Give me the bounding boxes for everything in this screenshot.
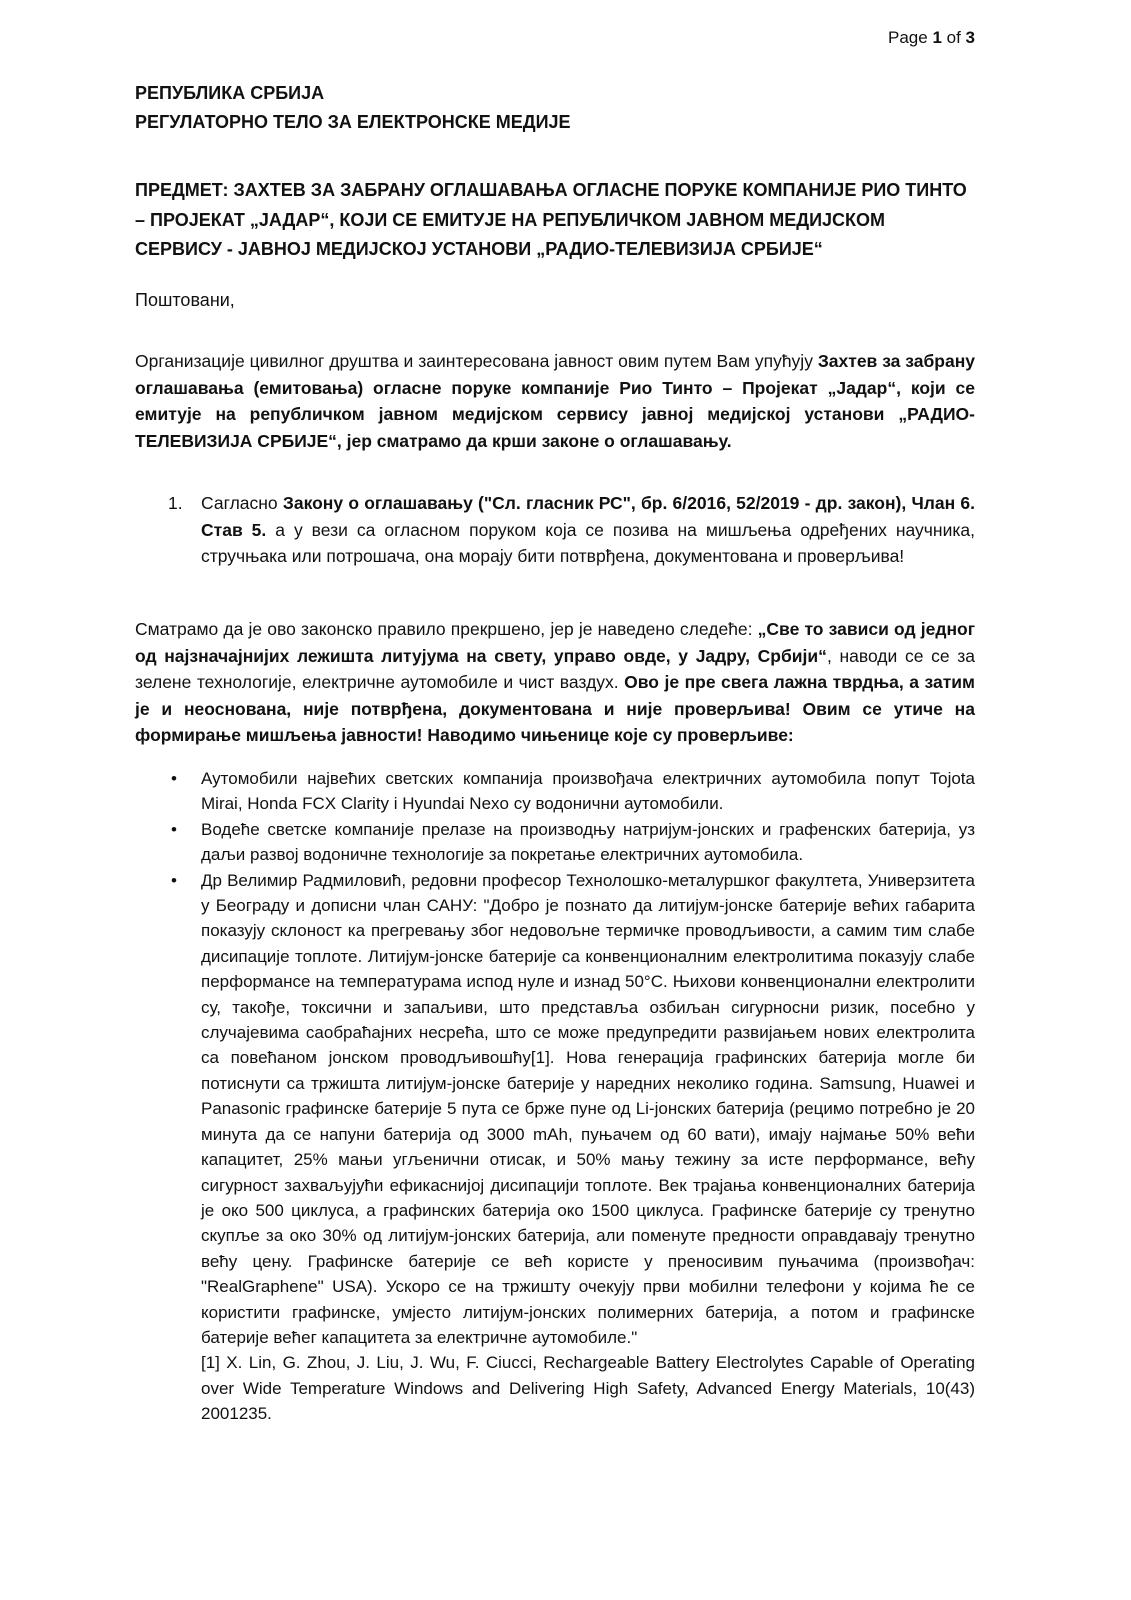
- list-item: [135, 817, 975, 868]
- subject-line: ПРЕДМЕТ: ЗАХТЕВ ЗА ЗАБРАНУ ОГЛАШАВАЊА ОГЛАСНЕ ПОРУКЕ КОМПАНИЈЕ РИО ТИНТО – ПРОЈЕКАТ „ЈАДАР“, КОЈИ СЕ ЕМИТУЈЕ НА РЕПУБЛИЧКОМ ЈАВНОМ МЕДИЈСКОМ СЕРВИСУ - ЈАВНОЈ МЕДИЈСКОЈ УСТАНОВИ „РАДИО-ТЕЛЕВИЗИЈА СРБИЈЕ“: [135, 180, 967, 259]
- list-item: [135, 868, 975, 1427]
- item-plain-2: а у вези са огласном поруком која се позива на мишљења одређених научника, стручњака или потрошача, она морају бити потврђена, документована и проверљива!: [201, 519, 976, 566]
- page-current: 1: [932, 28, 942, 47]
- bullet-list: [135, 766, 975, 1427]
- intro-paragraph: [135, 348, 975, 454]
- bullet-dot: •: [171, 769, 177, 788]
- consider-bold-1: „Све то зависи од једног од најзначајнијих лежишта литујума на свету, управо овде, у Јадру, Србији“: [135, 619, 975, 666]
- list-item: [135, 766, 975, 817]
- consider-paragraph: [135, 616, 975, 749]
- consider-plain-1: Сматрамо да је ово законско правило прекршено, јер је наведено следеће:: [135, 619, 758, 639]
- item-text: [201, 490, 975, 570]
- bullet-text: Водеће светске компаније прелазе на производњу натријум-јонских и графенских батерија, уз даљи развој водоничне технологије за покретање електричних аутомобила.: [201, 819, 975, 865]
- header-line-2: РЕГУЛАТОРНО ТЕЛО ЗА ЕЛЕКТРОНСКЕ МЕДИЈЕ: [135, 112, 571, 132]
- footnote-reference: [1] X. Lin, G. Zhou, J. Liu, J. Wu, F. Ciucci, Rechargeable Battery Electrolytes Capable of Operating over Wide Temperature Windows and Delivering High Safety, Advanced Energy Materials, 10(43) 2001235.: [201, 1353, 975, 1424]
- page-indicator: [888, 28, 975, 48]
- page-sep: of: [941, 28, 966, 47]
- item-number: 1.: [168, 493, 183, 513]
- page-prefix: Page: [888, 28, 933, 47]
- header-line-1: РЕПУБЛИКА СРБИЈА: [135, 83, 325, 103]
- item-bold-1: Закону о оглашавању ("Сл. гласник РС", бр. 6/2016, 52/2019 - др. закон), Члан 6. Став 5.: [201, 493, 975, 540]
- numbered-item-1: [135, 490, 975, 570]
- consider-plain-2: , наводи се се за зелене технологије, електричне аутомобиле и чист ваздух.: [135, 645, 975, 692]
- bullet-text: Аутомобили највећих светских компанија произвођача електричних аутомобила попут Tojota Mirai, Honda FCX Clarity i Hyundai Nexo су водонични аутомобили.: [201, 769, 975, 814]
- bullet-dot: •: [171, 819, 177, 839]
- item-plain-1: Сагласно: [201, 493, 283, 513]
- greeting: Поштовани,: [135, 290, 235, 310]
- consider-bold-2: Ово је пре свега лажна тврдња, а затим је и неоснована, није потврђена, документована и није проверљива! Овим се утиче на формирање мишљења јавности! Наводимо чињенице које су проверљиве:: [135, 672, 975, 745]
- letter-header: [135, 79, 571, 137]
- intro-plain: Организације цивилног друштва и заинтересована јавност овим путем Вам упућују: [135, 351, 818, 371]
- page-total: 3: [965, 28, 975, 47]
- bullet-text: Др Велимир Радмиловић, редовни професор Технолошко-металуршког факултета, Универзитета у Београду и дописни члан САНУ: "Добро је познато да литијум-јонске батерије већих габарита показују склоност ка прегревању због недовољне термичке проводљивости, а самим тим слабе дисипације топлоте. Литијум-јонске батерије са конвенционалним електролитима показују слабе перформансе на температурама испод нуле и изнад 50°C. Њихови конвенционални електролити су, такође, токсични и запаљиви, што представља озбиљан сигурносни ризик, посебно у случајевима саобраћајних несрећа, што се може предупредити развијањем нових електролита са повећаном јонском проводљивошћу[1]. Нова генерација графинских батерија могле би потиснути са тржишта литијум-јонске батерије у наредних неколико година. Samsung, Huawei и Panasonic графинске батерије 5 пута се брже пуне од Li-јонских батерија (рецимо потребно је 20 минута да се напуни батерија од 3000 mAh, пуњачем од 60 вати), имају најмање 50% већи капацитет, 25% мањи угљенични отисак, и 50% мању тежину за исте перформансе, већу сигурност захваљујући ефикаснијој дисипацији топлоте. Век трајања конвенционалних батерија је око 500 циклуса, а графинских батерија око 1500 циклуса. Графинске батерије су тренутно скупље за око 30% од литијум-јонских батерија, али поменуте предности оправдавају тренутно већу цену. Графинске батерије се већ користе у преносивим пуњачима (произвођач: "RealGraphene" USA). Ускоро се на тржишту очекују први мобилни телефони у којима ће се користити графинске, умјесто литијум-јонских полимерних батерија, а потом и графинске батерије већег капацитета за електричне аутомобиле.": [201, 870, 975, 1347]
- bullet-dot: •: [171, 870, 177, 890]
- intro-bold: Захтев за забрану оглашавања (емитовања) огласне поруке компаније Рио Тинто – Пројекат „Јадар“, који се емитује на републичком јавном медијском сервису јавној медијској установи „РАДИО-ТЕЛЕВИЗИЈА СРБИЈЕ“, јер сматрамо да крши законе о оглашавању.: [135, 351, 975, 451]
